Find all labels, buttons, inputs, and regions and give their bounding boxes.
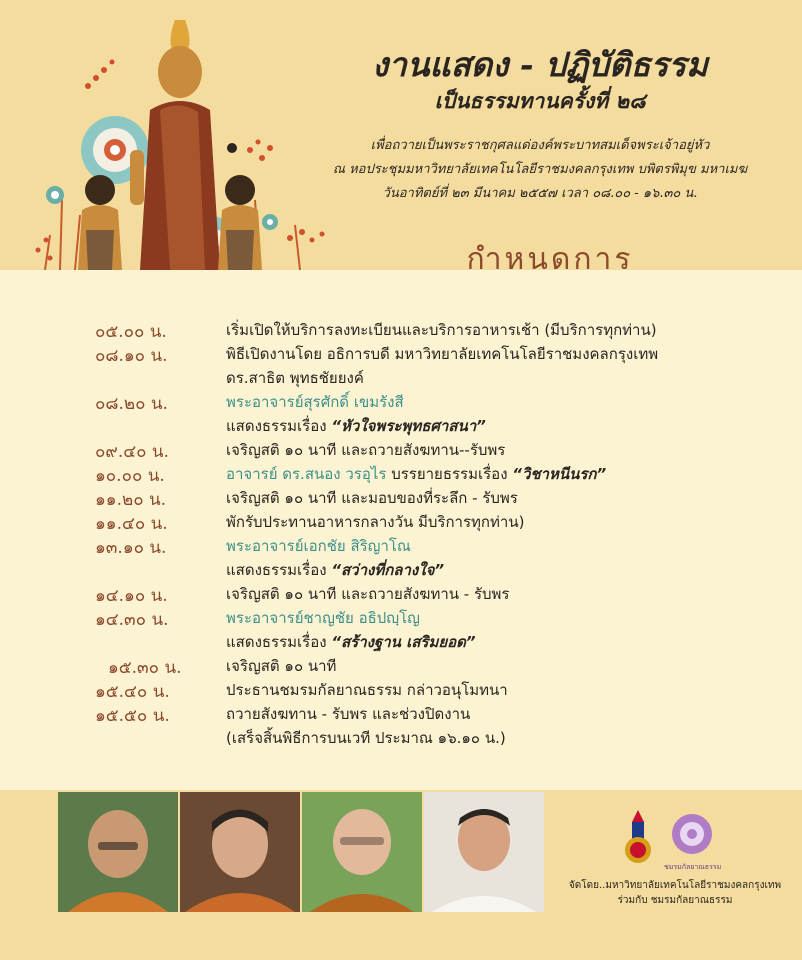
schedule-desc: พักรับประทานอาหารกลางวัน มีบริการทุกท่าน) — [226, 513, 525, 531]
schedule-time: ๑๓.๑๐ น. — [95, 538, 167, 558]
schedule-time: ๐๕.๐๐ น. — [95, 322, 167, 342]
organizer-credit: จัดโดย..มหาวิทยาลัยเทคโนโลยีราชมงคลกรุงเทพ — [568, 880, 782, 891]
schedule-desc: ประธานชมรมกัลยาณธรรม กล่าวอนุโมทนา — [226, 681, 508, 699]
schedule-time: ๑๔.๑๐ น. — [95, 586, 168, 606]
schedule-desc: (เสร็จสิ้นพิธีการบนเวที ประมาณ ๑๖.๑๐ น.) — [226, 729, 506, 747]
schedule-time: ๑๕.๓๐ น. — [108, 658, 182, 678]
schedule-desc: พิธีเปิดงานโดย อธิการบดี มหาวิทยาลัยเทคโนโลยีราชมงคลกรุงเทพ — [226, 345, 659, 363]
schedule-row — [0, 582, 802, 606]
schedule-desc: แสดงธรรมเรื่อง — [226, 633, 332, 651]
schedule-time: ๑๕.๕๐ น. — [95, 706, 170, 726]
schedule-row — [0, 438, 802, 462]
club-logo-text: ชมรมกัลยาณธรรม — [664, 863, 722, 871]
partner-credit: ร่วมกับ ชมรมกัลยาณธรรม — [617, 895, 733, 906]
sermon-topic: “สว่างที่กลางใจ” — [331, 561, 445, 579]
schedule-desc: ถวายสังฆทาน - รับพร และช่วงปิดงาน — [226, 705, 471, 723]
speaker-name: พระอาจารย์ชาญชัย อธิปญฺโญ — [226, 609, 420, 627]
schedule-desc: เจริญสติ ๑๐ นาที และถวายสังฆทาน--รับพร — [226, 441, 506, 459]
schedule-desc: บรรยายธรรมเรื่อง — [386, 465, 513, 483]
schedule-desc: เจริญสติ ๑๐ นาที และถวายสังฆทาน - รับพร — [226, 585, 510, 603]
buddha-illustration — [0, 0, 330, 270]
schedule-row — [0, 510, 802, 534]
schedule-row — [0, 702, 802, 726]
sermon-topic: “สร้างฐาน เสริมยอด” — [331, 633, 476, 651]
club-logo — [664, 812, 720, 872]
schedule-time: ๐๘.๒๐ น. — [95, 394, 168, 414]
disciple-figure — [218, 175, 262, 270]
schedule-time: ๑๑.๔๐ น. — [95, 514, 168, 534]
event-venue: ณ หอประชุมมหาวิทยาลัยเทคโนโลยีราชมงคลกรุงเทพ บพิตรพิมุข มหาเมฆ — [332, 162, 748, 177]
schedule-row — [0, 654, 802, 678]
schedule-row — [0, 414, 802, 438]
schedule-row — [0, 726, 802, 750]
schedule-desc: เจริญสติ ๑๐ นาที — [226, 657, 337, 675]
schedule-row — [0, 606, 802, 630]
schedule-row — [0, 462, 802, 486]
schedule-row — [0, 558, 802, 582]
event-title: งานแสดง - ปฏิบัติธรรม — [372, 45, 708, 84]
sermon-topic: “วิชาหนีนรก” — [512, 465, 607, 483]
schedule-desc: ดร.สาธิต พุทธชัยยงค์ — [226, 369, 364, 387]
speaker-name: พระอาจารย์เอกชัย สิริญาโณ — [226, 537, 411, 555]
schedule-time: ๑๔.๓๐ น. — [95, 610, 169, 630]
schedule-time: ๑๐.๐๐ น. — [95, 466, 165, 486]
speaker-photo — [424, 792, 544, 912]
header-banner — [0, 0, 802, 270]
event-subtitle: เป็นธรรมทานครั้งที่ ๒๘ — [434, 88, 646, 113]
schedule-row — [0, 318, 802, 342]
schedule-time: ๑๑.๒๐ น. — [95, 490, 166, 510]
schedule-row — [0, 678, 802, 702]
schedule-desc: แสดงธรรมเรื่อง — [226, 561, 332, 579]
speaker-photo — [58, 792, 178, 912]
schedule-desc: แสดงธรรมเรื่อง — [226, 417, 332, 435]
schedule-time: ๐๘.๑๐ น. — [95, 346, 168, 366]
speaker-name: อาจารย์ ดร.สนอง วรอุไร — [226, 465, 387, 483]
schedule-time: ๑๕.๔๐ น. — [95, 682, 170, 702]
event-dedication: เพื่อถวายเป็นพระราชกุศลแด่องค์พระบาทสมเด็จพระเจ้าอยู่หัว — [370, 138, 710, 153]
speaker-name: พระอาจารย์สุรศักดิ์ เขมรังสี — [226, 393, 404, 411]
schedule-time: ๐๙.๔๐ น. — [95, 442, 169, 462]
disciple-figure — [78, 175, 122, 270]
schedule-desc: เริ่มเปิดให้บริการลงทะเบียนและบริการอาหารเช้า (มีบริการทุกท่าน) — [226, 321, 657, 339]
university-logo — [618, 808, 658, 866]
schedule-row — [0, 486, 802, 510]
schedule-row — [0, 366, 802, 390]
event-date: วันอาทิตย์ที่ ๒๓ มีนาคม ๒๕๕๗ เวลา ๐๘.๐๐ - ๑๖.๓๐ น. — [382, 186, 698, 201]
schedule-row — [0, 390, 802, 414]
schedule-panel — [0, 270, 802, 790]
schedule-row — [0, 630, 802, 654]
schedule-title: กำหนดการ — [466, 242, 634, 270]
schedule-row — [0, 534, 802, 558]
speaker-photo — [302, 792, 422, 912]
schedule-desc: เจริญสติ ๑๐ นาที และมอบของที่ระลึก - รับพร — [226, 489, 518, 507]
schedule-row — [0, 342, 802, 366]
speaker-photo — [180, 792, 300, 912]
sermon-topic: “หัวใจพระพุทธศาสนา” — [331, 417, 486, 435]
